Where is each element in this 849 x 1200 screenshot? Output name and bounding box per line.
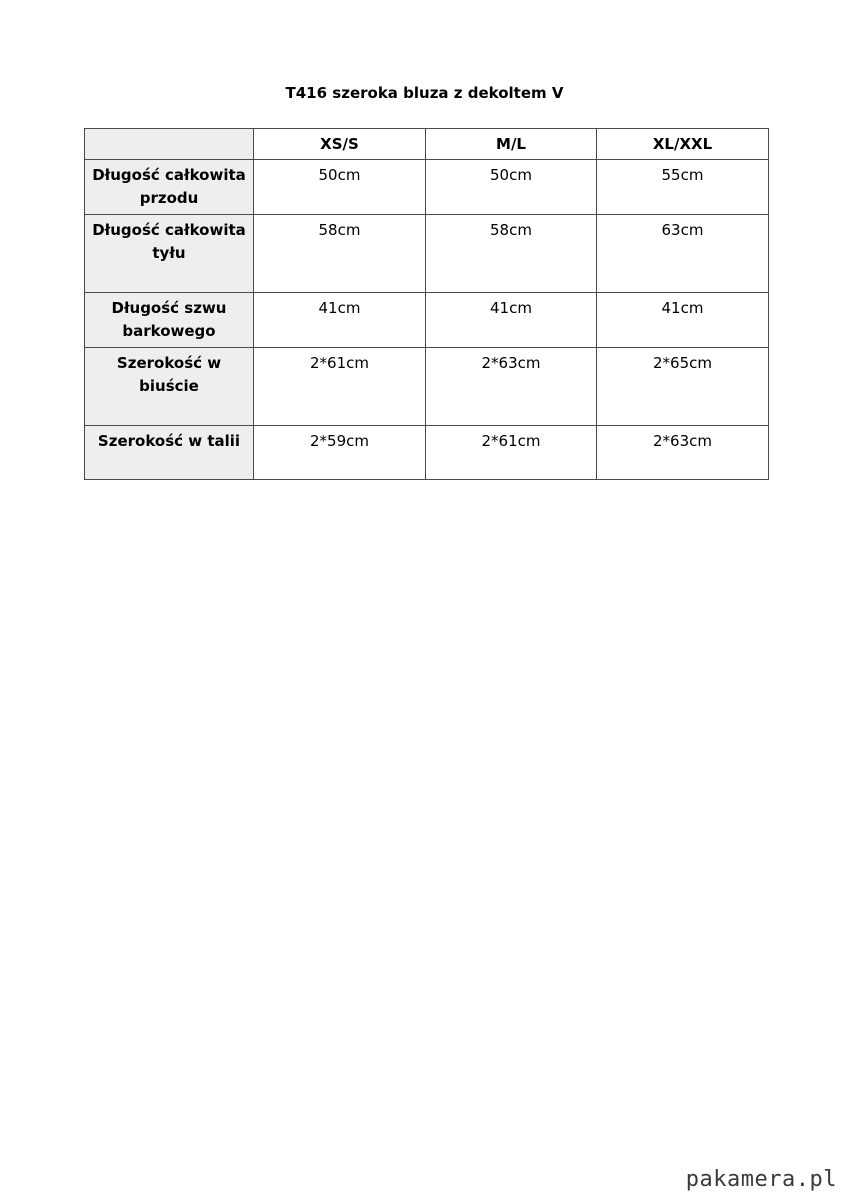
size-table	[84, 128, 769, 480]
row-label: Długość całkowita tyłu	[85, 215, 254, 293]
table-cell: 2*61cm	[426, 426, 597, 480]
table-row	[85, 348, 769, 426]
column-header-xs-s: XS/S	[254, 129, 426, 160]
row-label: Szerokość w biuście	[85, 348, 254, 426]
table-cell: 2*65cm	[597, 348, 769, 426]
table-cell: 2*63cm	[426, 348, 597, 426]
row-label: Długość całkowita przodu	[85, 160, 254, 215]
table-row	[85, 160, 769, 215]
table-cell: 41cm	[254, 293, 426, 348]
table-cell: 41cm	[597, 293, 769, 348]
table-cell: 50cm	[426, 160, 597, 215]
table-cell: 2*61cm	[254, 348, 426, 426]
table-cell: 58cm	[426, 215, 597, 293]
table-row	[85, 215, 769, 293]
table-cell: 58cm	[254, 215, 426, 293]
column-header-m-l: M/L	[426, 129, 597, 160]
table-row	[85, 426, 769, 480]
watermark-logo: pakamera.pl	[685, 1167, 837, 1192]
row-label: Długość szwu barkowego	[85, 293, 254, 348]
table-header-row	[85, 129, 769, 160]
table-row	[85, 293, 769, 348]
table-cell: 63cm	[597, 215, 769, 293]
table-cell: 2*63cm	[597, 426, 769, 480]
row-label: Szerokość w talii	[85, 426, 254, 480]
table-cell: 41cm	[426, 293, 597, 348]
table-cell: 55cm	[597, 160, 769, 215]
header-corner-cell	[85, 129, 254, 160]
table-cell: 2*59cm	[254, 426, 426, 480]
column-header-xl-xxl: XL/XXL	[597, 129, 769, 160]
document-title: T416 szeroka bluza z dekoltem V	[285, 84, 564, 102]
table-cell: 50cm	[254, 160, 426, 215]
